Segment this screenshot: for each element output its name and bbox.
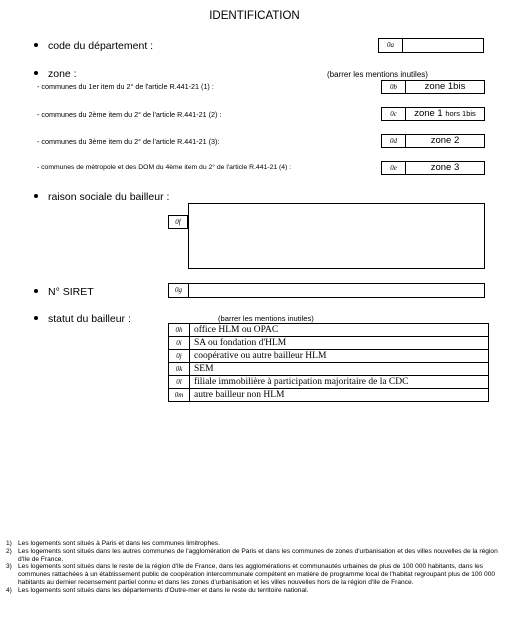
zone-row-3-field[interactable] [381, 134, 485, 148]
page-title: IDENTIFICATION [209, 10, 300, 22]
bullet-icon [34, 43, 38, 47]
zone-row-4-field[interactable] [381, 161, 485, 175]
raison-label: raison sociale du bailleur : [34, 191, 169, 203]
field-code: 0g [169, 284, 189, 297]
zone-row-3-text: - communes du 3ème item du 2° de l'article R.441-21 (3): [37, 137, 220, 146]
field-code: 0e [382, 162, 406, 174]
bullet-icon [34, 316, 38, 320]
statut-row[interactable] [169, 337, 489, 350]
statut-row[interactable] [169, 376, 489, 389]
field-code: 0i [169, 337, 190, 350]
siret-label: N° SIRET [34, 286, 94, 298]
statut-note: (barrer les mentions inutiles) [218, 314, 314, 323]
statut-row[interactable] [169, 350, 489, 363]
raison-code: 0f [168, 215, 188, 229]
statut-option: coopérative ou autre bailleur HLM [190, 350, 489, 363]
statut-option: filiale immobilière à participation majoritaire de la CDC [190, 376, 489, 389]
footnote: 4) Les logements sont situés dans les départements d'Outre-mer et dans le reste du territoire national. [6, 586, 309, 594]
statut-table [168, 323, 489, 402]
departement-label: code du département : [34, 40, 153, 52]
field-code: 0h [169, 324, 190, 337]
statut-row[interactable] [169, 389, 489, 402]
zone-row-1-field[interactable] [381, 80, 485, 94]
zone-value: zone 2 [430, 135, 460, 146]
field-code: 0b [382, 81, 406, 93]
footnotes [6, 540, 504, 595]
zone-value: zone 1 hors 1bis [414, 108, 476, 119]
statut-option: office HLM ou OPAC [190, 324, 489, 337]
zone-note: (barrer les mentions inutiles) [327, 70, 428, 79]
zone-label: zone : [34, 68, 77, 80]
footnote: 2) Les logements sont situés dans les autres communes de l'agglomération de Paris et dans les communes de zones d'urbanisation et des villes nouvelles de la région d'Ile de France. [6, 547, 498, 563]
statut-row[interactable] [169, 324, 489, 337]
statut-option: SEM [190, 363, 489, 376]
siret-field[interactable] [168, 283, 485, 298]
bullet-icon [34, 289, 38, 293]
departement-field[interactable] [378, 38, 484, 53]
bullet-icon [34, 71, 38, 75]
field-code: 0k [169, 363, 190, 376]
zone-row-2-field[interactable] [381, 107, 485, 121]
footnote: 1) Les logements sont situés à Paris et dans les communes limitrophes. [6, 540, 220, 547]
zone-value: zone 1bis [424, 81, 466, 92]
zone-value: zone 3 [430, 162, 460, 173]
field-code: 0l [169, 376, 190, 389]
statut-option: SA ou fondation d'HLM [190, 337, 489, 350]
zone-row-2-text: - communes du 2ème item du 2° de l'article R.441-21 (2) : [37, 110, 222, 119]
field-code: 0j [169, 350, 190, 363]
bullet-icon [34, 194, 38, 198]
field-code: 0d [382, 135, 406, 147]
field-code: 0c [382, 108, 406, 120]
field-code: 0m [169, 389, 190, 402]
raison-field[interactable] [188, 203, 485, 269]
zone-row-4-text: - communes de métropole et des DOM du 4ème item du 2° de l'article R.441-21 (4) : [37, 164, 292, 171]
statut-option: autre bailleur non HLM [190, 389, 489, 402]
field-code: 0a [379, 39, 403, 52]
zone-row-1-text: - communes du 1er item du 2° de l'article R.441-21 (1) : [37, 82, 214, 91]
statut-row[interactable] [169, 363, 489, 376]
footnote: 3) Les logements sont situés dans le reste de la région d'Ile de France, dans les agglomérations et communautés urbaines de plus de 100 000 habitants, dans les communes rattachées à un établissement public de coopération intercommunale compétent en matière de programme local de l'habitat regroupant plus de 100 000 habitants au dernier recensement partiel connu et dans les zones d'urbanisation et les villes nouvelles hors de la région d'Ile de France. [6, 563, 496, 586]
statut-label: statut du bailleur : [34, 313, 131, 325]
